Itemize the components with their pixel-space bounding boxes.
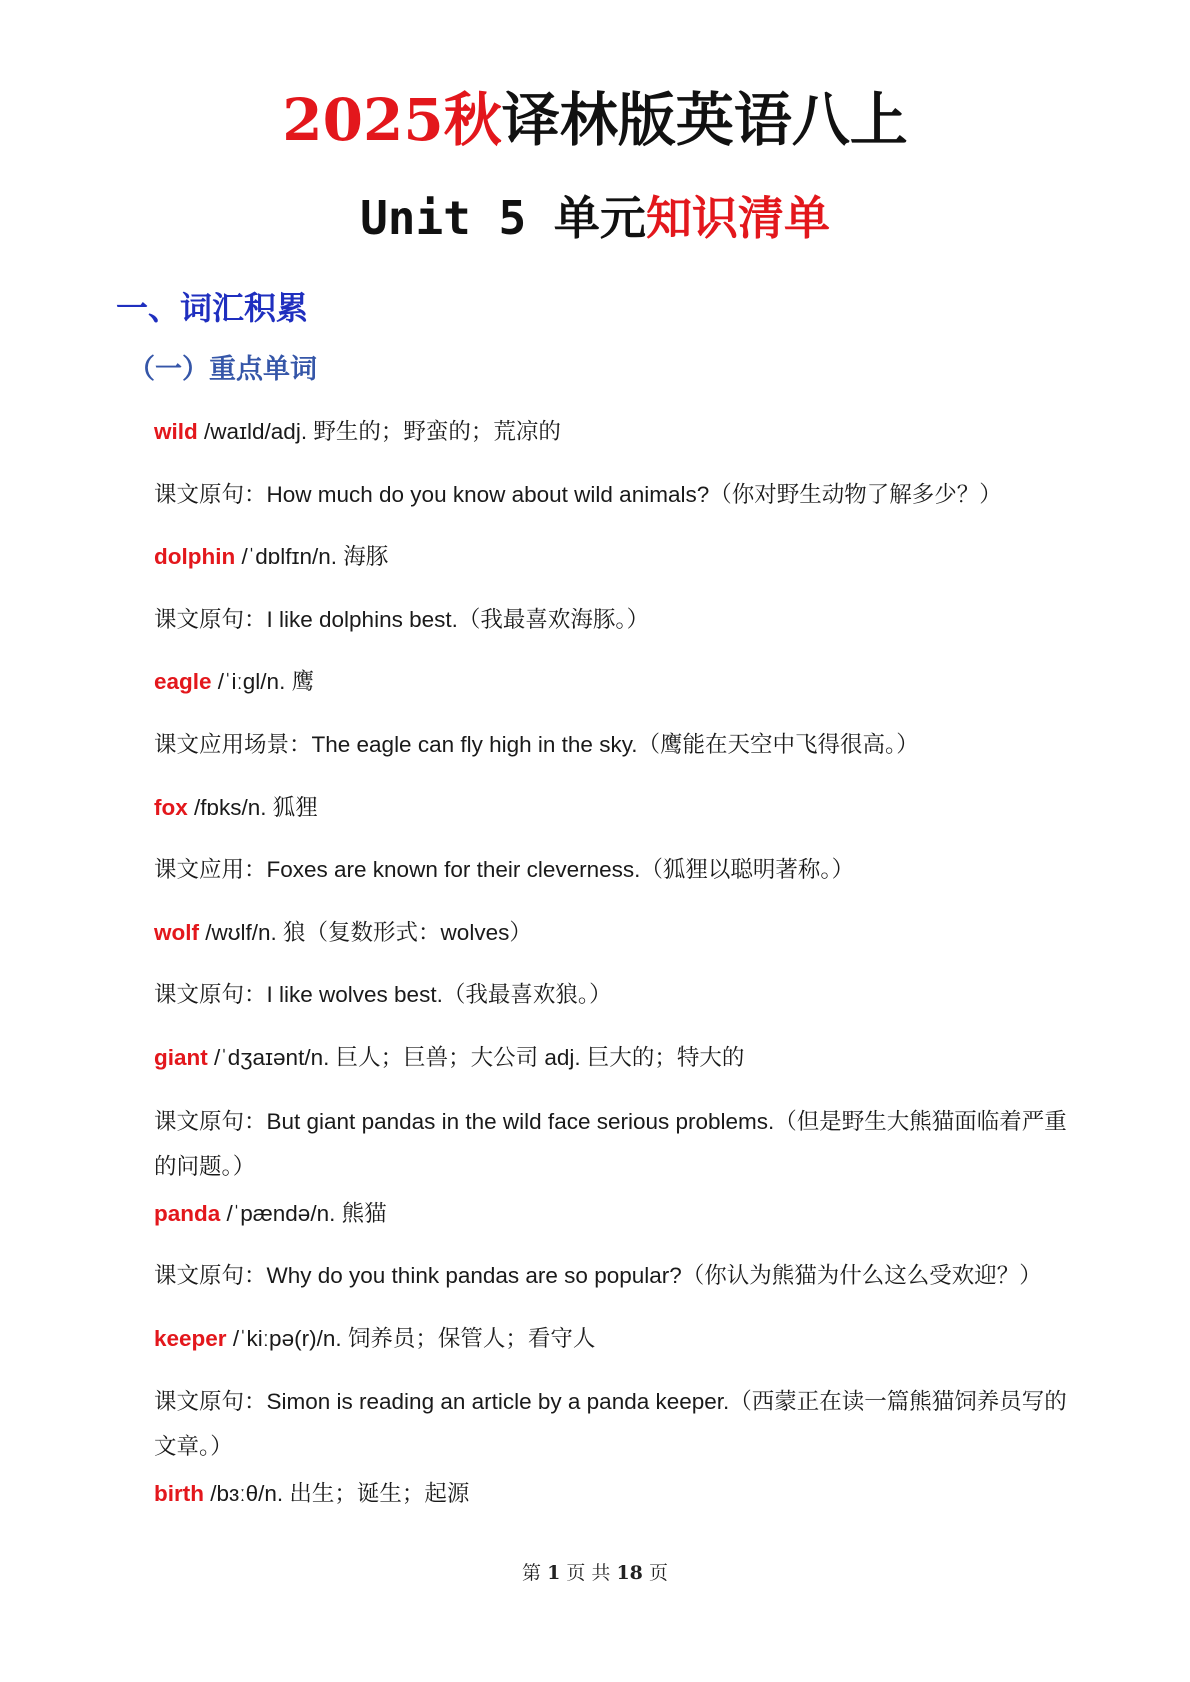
subtitle-highlight: 知识清单 — [645, 191, 830, 245]
example-sentence — [154, 1379, 1074, 1469]
footer-suffix: 页 — [648, 1562, 668, 1584]
vocab-entry — [154, 1317, 1074, 1380]
vocab-word: fox — [154, 794, 188, 820]
vocab-word: giant — [154, 1044, 208, 1070]
vocab-entry — [154, 660, 1074, 723]
title-season: 秋 — [443, 86, 502, 154]
example-sentence — [154, 598, 1074, 661]
vocab-definition: /bɜːθ/n. 出生；诞生；起源 — [204, 1481, 470, 1507]
vocab-entry — [154, 1472, 1074, 1535]
page-footer — [0, 1558, 1190, 1588]
subsection-heading: （一）重点单词 — [128, 354, 317, 385]
vocab-definition: /waɪld/adj. 野生的；野蛮的；荒凉的 — [197, 419, 561, 444]
vocab-word: birth — [154, 1481, 204, 1507]
example-sentence — [154, 1254, 1074, 1317]
sentence-text: 课文原句：Why do you think pandas are so popular?（你认为熊猫为什么这么受欢迎？） — [154, 1263, 1042, 1289]
section-heading: 一、词汇积累 — [116, 289, 309, 327]
title-rest: 译林版英语八上 — [501, 86, 908, 154]
footer-mid: 页 共 — [566, 1562, 611, 1584]
example-sentence — [154, 848, 1074, 911]
vocab-definition: /fɒks/n. 狐狸 — [187, 794, 318, 820]
example-sentence — [154, 973, 1074, 1036]
example-sentence — [154, 1099, 1074, 1189]
sentence-text: 课文原句：How much do you know about wild animals?（你对野生动物了解多少？） — [154, 481, 1002, 507]
vocab-definition: /ˈdɒlfɪn/n. 海豚 — [235, 544, 389, 570]
vocab-definition: /ˈdʒaɪənt/n. 巨人；巨兽；大公司 adj. 巨大的；特大的 — [207, 1044, 745, 1070]
footer-total-pages: 18 — [616, 1562, 643, 1584]
sentence-text: 课文原句：I like wolves best.（我最喜欢狼。） — [154, 982, 612, 1008]
vocab-word: eagle — [154, 669, 212, 695]
vocabulary-list — [154, 410, 1074, 1535]
example-sentence — [154, 473, 1074, 536]
vocab-word: keeper — [154, 1325, 227, 1351]
subtitle-unit: Unit 5 单元 — [360, 191, 646, 245]
document-title — [0, 78, 1190, 162]
footer-page-number: 1 — [547, 1562, 561, 1584]
vocab-word: wolf — [154, 919, 199, 945]
sentence-text: 课文原句：Simon is reading an article by a panda keeper.（西蒙正在读一篇熊猫饲养员写的文章。） — [154, 1389, 1067, 1460]
vocab-entry — [154, 911, 1074, 974]
sentence-text: 课文原句：But giant pandas in the wild face serious problems.（但是野生大熊猫面临着严重的问题。） — [154, 1108, 1067, 1179]
vocab-entry — [154, 535, 1074, 598]
sentence-text: 课文原句：I like dolphins best.（我最喜欢海豚。） — [154, 606, 650, 632]
example-sentence — [154, 723, 1074, 786]
title-year: 2025 — [282, 86, 444, 154]
vocab-definition: /wʊlf/n. 狼（复数形式：wolves） — [199, 919, 532, 945]
vocab-word: dolphin — [154, 544, 236, 570]
vocab-word: panda — [154, 1200, 221, 1226]
document-subtitle — [0, 178, 1190, 258]
footer-prefix: 第 — [522, 1562, 542, 1584]
vocab-definition: /ˈiːɡl/n. 鹰 — [211, 669, 315, 695]
vocab-entry — [154, 1036, 1074, 1099]
vocab-definition: /ˈkiːpə(r)/n. 饲养员；保管人；看守人 — [226, 1325, 596, 1351]
sentence-text: 课文应用：Foxes are known for their cleverness.（狐狸以聪明著称。） — [154, 857, 855, 883]
sentence-text: 课文应用场景：The eagle can fly high in the sky.（鹰能在天空中飞得很高。） — [154, 731, 919, 757]
vocab-definition: /ˈpændə/n. 熊猫 — [220, 1200, 387, 1226]
vocab-entry — [154, 410, 1074, 473]
vocab-word: wild — [154, 419, 198, 444]
vocab-entry — [154, 1192, 1074, 1255]
vocab-entry — [154, 786, 1074, 849]
